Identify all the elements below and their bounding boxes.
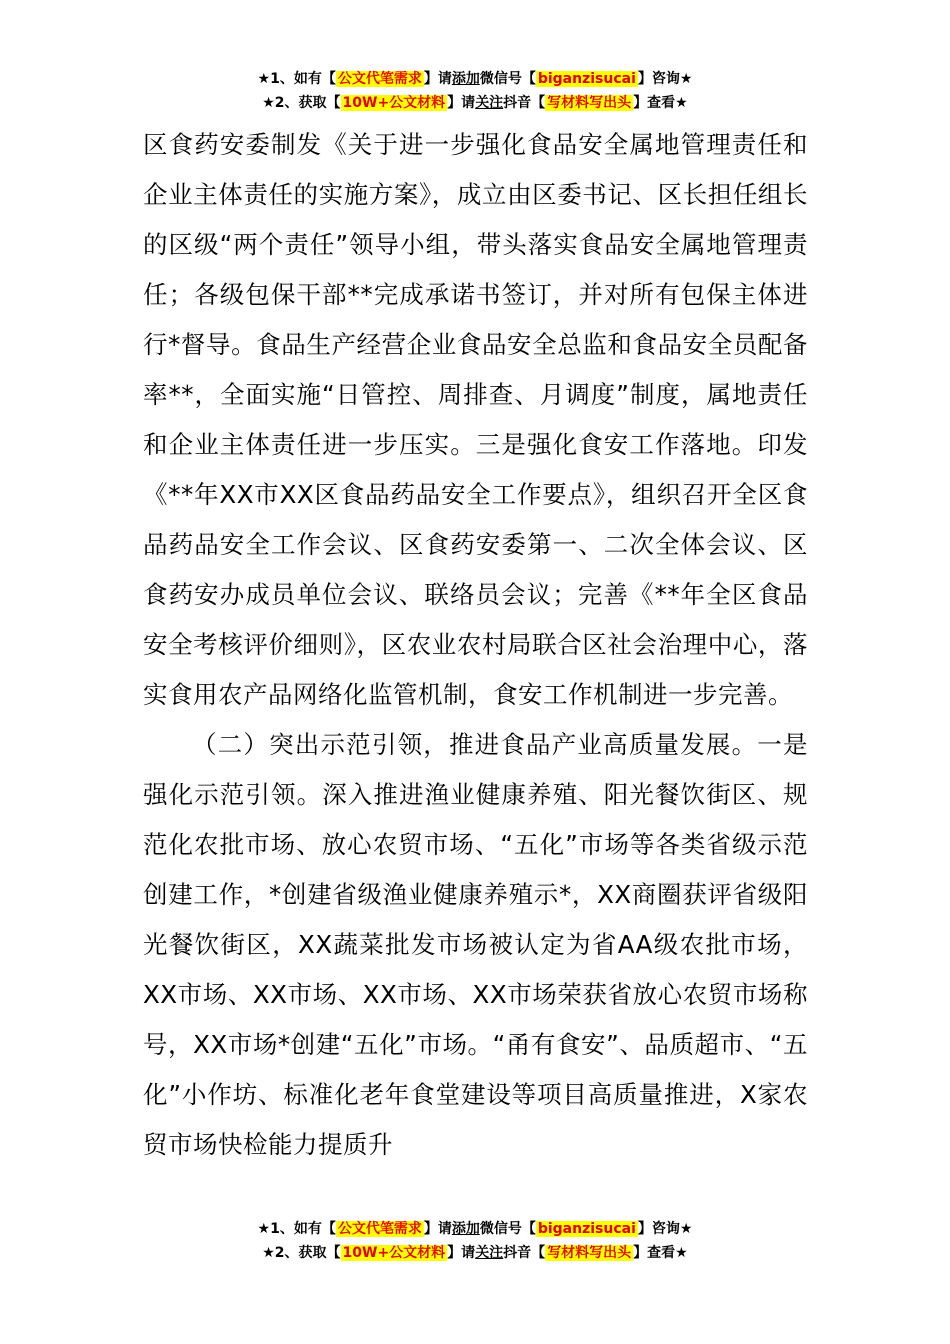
banner-highlight: 公文代笔需求 (337, 1221, 422, 1237)
banner-text: 】查看★ (633, 95, 688, 111)
top-banner (0, 68, 950, 116)
banner-text: 微信号【 (479, 1221, 536, 1237)
banner-line-2 (0, 92, 950, 116)
banner-text: 】咨询★ (637, 1221, 693, 1237)
document-body (143, 120, 808, 1170)
banner-underline-text: 关注 (475, 1245, 504, 1261)
banner-text: ★1、如有【 (257, 1221, 336, 1237)
banner-text: 】请 (423, 71, 452, 87)
banner-line-1 (0, 1218, 950, 1242)
paragraph: 区食药安委制发《关于进一步强化食品安全属地管理责任和企业主体责任的实施方案》，成立由区委书记、区长担任组长的区级“两个责任”领导小组，带头落实食品安全属地管理责任；各级包保干部**完成承诺书签订，并对所有包保主体进行*督导。食品生产经营企业食品安全总监和食品安全员配备率**，全面实施“日管控、周排查、月调度”制度，属地责任和企业主体责任进一步压实。三是强化食安工作落地。印发《**年XX市XX区食品药品安全工作要点》，组织召开全区食品药品安全工作会议、区食药安委第一、二次全体会议、区食药安办成员单位会议、联络员会议；完善《**年全区食品安全考核评价细则》，区农业农村局联合区社会治理中心，落实食用农产品网络化监管机制，食安工作机制进一步完善。 (143, 130, 808, 709)
banner-text: 】请 (447, 95, 476, 111)
banner-highlight: 10W+公文材料 (342, 1245, 446, 1261)
paragraph: （二）突出示范引领，推进食品产业高质量发展。一是强化示范引领。深入推进渔业健康养殖、阳光餐饮街区、规范化农批市场、放心农贸市场、“五化”市场等各类省级示范创建工作，*创建省级渔业健康养殖示*，XX商圈获评省级阳光餐饮街区，XX蔬菜批发市场被认定为省AA级农批市场，XX市场、XX市场、XX市场、XX市场荣获省放心农贸市场称号，XX市场*创建“五化”市场。“甬有食安”、品质超市、“五化”小作坊、标准化老年食堂建设等项目高质量推进，X家农贸市场快检能力提质升 (143, 730, 808, 1159)
banner-text: 抖音【 (503, 95, 546, 111)
banner-text: 】请 (423, 1221, 452, 1237)
banner-douyin-id: 写材料写出头 (547, 95, 632, 111)
banner-text: 】请 (447, 1245, 476, 1261)
banner-wechat-id: biganzisucai (537, 1221, 636, 1237)
banner-line-2 (0, 1242, 950, 1266)
banner-text: 】查看★ (633, 1245, 688, 1261)
banner-underline-text: 添加 (451, 1221, 480, 1237)
banner-wechat-id: biganzisucai (537, 71, 636, 87)
banner-underline-text: 添加 (451, 71, 480, 87)
banner-highlight: 10W+公文材料 (342, 95, 446, 111)
bottom-banner (0, 1218, 950, 1266)
banner-text: 微信号【 (479, 71, 536, 87)
banner-text: ★2、获取【 (262, 95, 341, 111)
banner-line-1 (0, 68, 950, 92)
banner-text: 】咨询★ (637, 71, 693, 87)
banner-text: ★2、获取【 (262, 1245, 341, 1261)
banner-highlight: 公文代笔需求 (337, 71, 422, 87)
banner-underline-text: 关注 (475, 95, 504, 111)
banner-text: ★1、如有【 (257, 71, 336, 87)
banner-text: 抖音【 (503, 1245, 546, 1261)
banner-douyin-id: 写材料写出头 (547, 1245, 632, 1261)
